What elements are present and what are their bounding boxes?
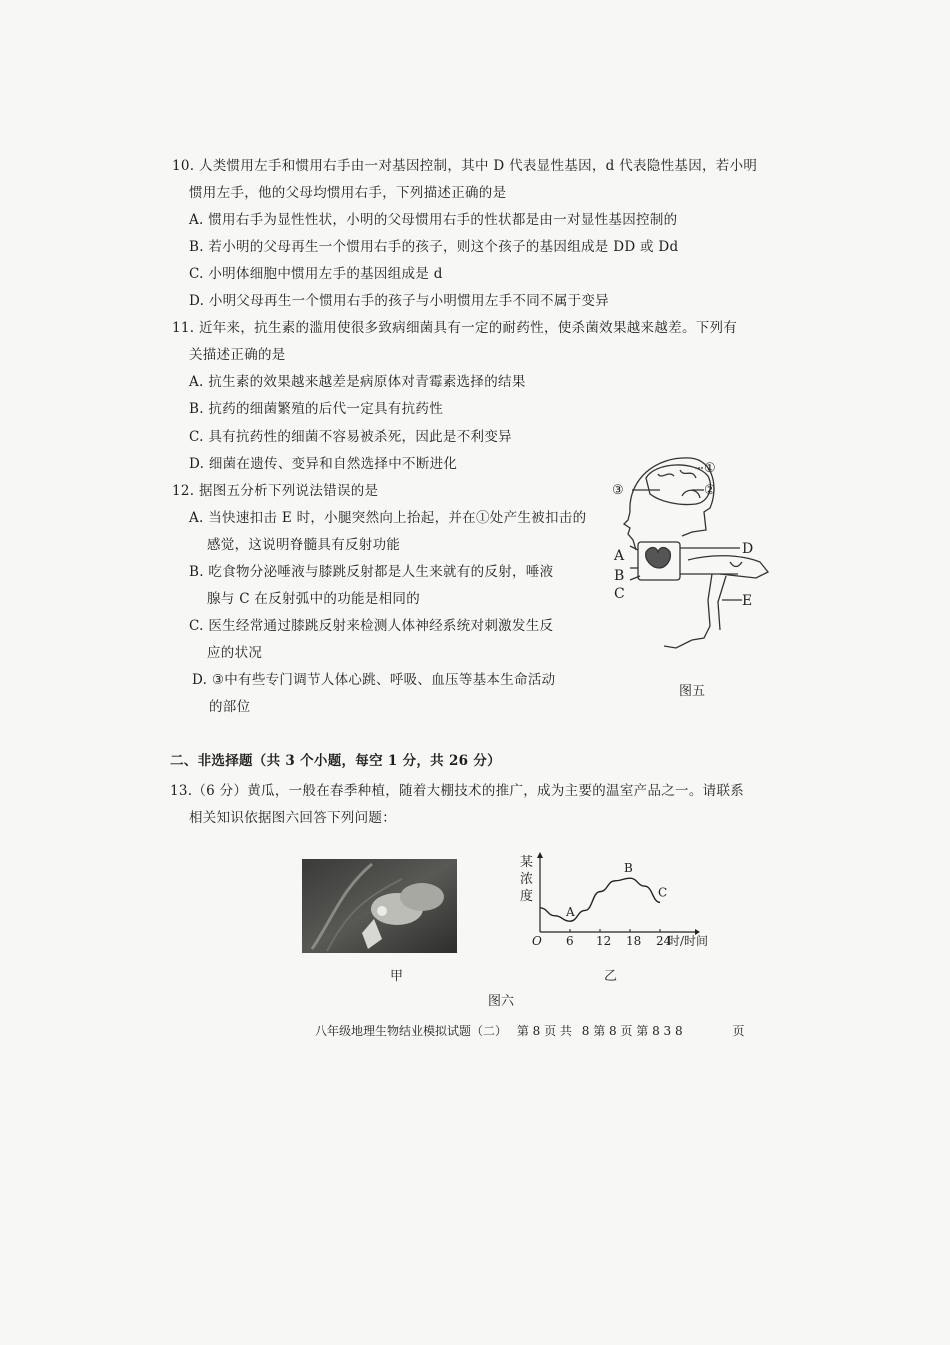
q12-option-b-line1: B. 吃食物分泌唾液与膝跳反射都是人生来就有的反射，唾液 — [189, 564, 554, 580]
page-footer — [315, 1022, 751, 1039]
q11-option-d: D. 细菌在遗传、变异和自然选择中不断进化 — [189, 456, 458, 472]
fig5-letter-a: A — [614, 548, 625, 564]
x-tick-label: 12 — [596, 934, 612, 948]
y-axis-label-char: 某 — [520, 855, 534, 870]
y-axis-arrow — [537, 852, 543, 858]
footer-tail: 页 — [732, 1024, 745, 1038]
fig5-marker-1: ① — [704, 461, 716, 476]
q10-option-a: A. 惯用右手为显性性状，小明的父母惯用右手的性状都是由一对显性基因控制的 — [189, 212, 678, 228]
figure5-caption: 图五 — [679, 684, 706, 699]
q11-stem-line2: 关描述正确的是 — [189, 347, 286, 363]
q10-option-d: D. 小明父母再生一个惯用右手的孩子与小明惯用左手不同不属于变异 — [189, 293, 610, 309]
figure6-caption: 图六 — [488, 994, 515, 1009]
q12-stem: 12. 据图五分析下列说法错误的是 — [172, 483, 379, 499]
fig5-letter-b: B — [614, 568, 625, 584]
q10-option-b: B. 若小明的父母再生一个惯用右手的孩子，则这个孩子的基因组成是 DD 或 Dd — [189, 239, 679, 255]
origin-label: O — [532, 934, 542, 948]
fig5-marker-2: ② — [704, 483, 716, 498]
fig5-letter-e: E — [742, 593, 753, 609]
q12-option-a-line1: A. 当快速扣击 E 时，小腿突然向上抬起，并在①处产生被扣击的 — [189, 510, 587, 526]
y-axis-label-char: 度 — [520, 889, 534, 904]
q12-option-a-line2: 感觉，这说明脊髓具有反射功能 — [207, 537, 401, 553]
point-label-b: B — [624, 861, 633, 876]
figure6-yi-label: 乙 — [604, 969, 618, 984]
x-axis-label: 时/时间 — [668, 934, 709, 948]
q11-option-a: A. 抗生素的效果越来越差是病原体对青霉素选择的结果 — [189, 374, 526, 390]
x-tick-label: 6 — [566, 934, 574, 948]
footer-page2: 8 第 8 页 第 8 3 8 — [581, 1024, 683, 1038]
footer-title: 八年级地理生物结业模拟试题（二） — [315, 1024, 508, 1038]
q12-option-b-line2: 腺与 C 在反射弧中的功能是相同的 — [207, 591, 421, 607]
point-label-a: A — [566, 905, 575, 920]
q11-stem-line1: 11. 近年来，抗生素的滥用使很多致病细菌具有一定的耐药性，使杀菌效果越来越差。下列有 — [172, 320, 738, 336]
q12-option-c-line1: C. 医生经常通过膝跳反射来检测人体神经系统对刺激发生反 — [189, 618, 554, 634]
figure6-jia-photo — [302, 859, 457, 953]
fig5-letter-c: C — [614, 586, 625, 602]
section2-title: 二、非选择题（共 3 个小题，每空 1 分，共 26 分） — [170, 753, 501, 769]
fig5-letter-d: D — [742, 541, 754, 557]
q13-stem-line2: 相关知识依据图六回答下列问题： — [189, 810, 396, 826]
q12-option-d-line2: 的部位 — [209, 699, 251, 715]
point-label-c: C — [658, 885, 668, 900]
q10-option-c: C. 小明体细胞中惯用左手的基因组成是 d — [189, 266, 443, 282]
fig5-marker-3: ③ — [612, 483, 624, 498]
figure6-yi-chart — [512, 850, 712, 950]
q10-stem-line2: 惯用左手，他的父母均惯用右手，下列描述正确的是 — [189, 185, 507, 201]
concentration-curve — [540, 878, 660, 921]
figure6-jia-label: 甲 — [390, 969, 404, 984]
x-tick-label: 24 — [656, 934, 672, 948]
q12-option-c-line2: 应的状况 — [207, 645, 263, 661]
x-tick-label: 18 — [626, 934, 642, 948]
q11-option-b: B. 抗药的细菌繁殖的后代一定具有抗药性 — [189, 401, 444, 417]
q12-option-d-line1: D. ③中有些专门调节人体心跳、呼吸、血压等基本生命活动 — [192, 672, 556, 688]
footer-page1: 第 8 页 共 — [516, 1024, 572, 1038]
figure5-reflex-diagram — [600, 450, 785, 655]
q11-option-c: C. 具有抗药性的细菌不容易被杀死，因此是不利变异 — [189, 429, 512, 445]
q13-stem-line1: 13.（6 分）黄瓜，一般在春季种植，随着大棚技术的推广，成为主要的温室产品之一。请联系 — [170, 783, 745, 799]
y-axis-label-char: 浓 — [520, 872, 534, 887]
q10-stem-line1: 10. 人类惯用左手和惯用右手由一对基因控制，其中 D 代表显性基因，d 代表隐性基因，若小明 — [172, 158, 758, 174]
